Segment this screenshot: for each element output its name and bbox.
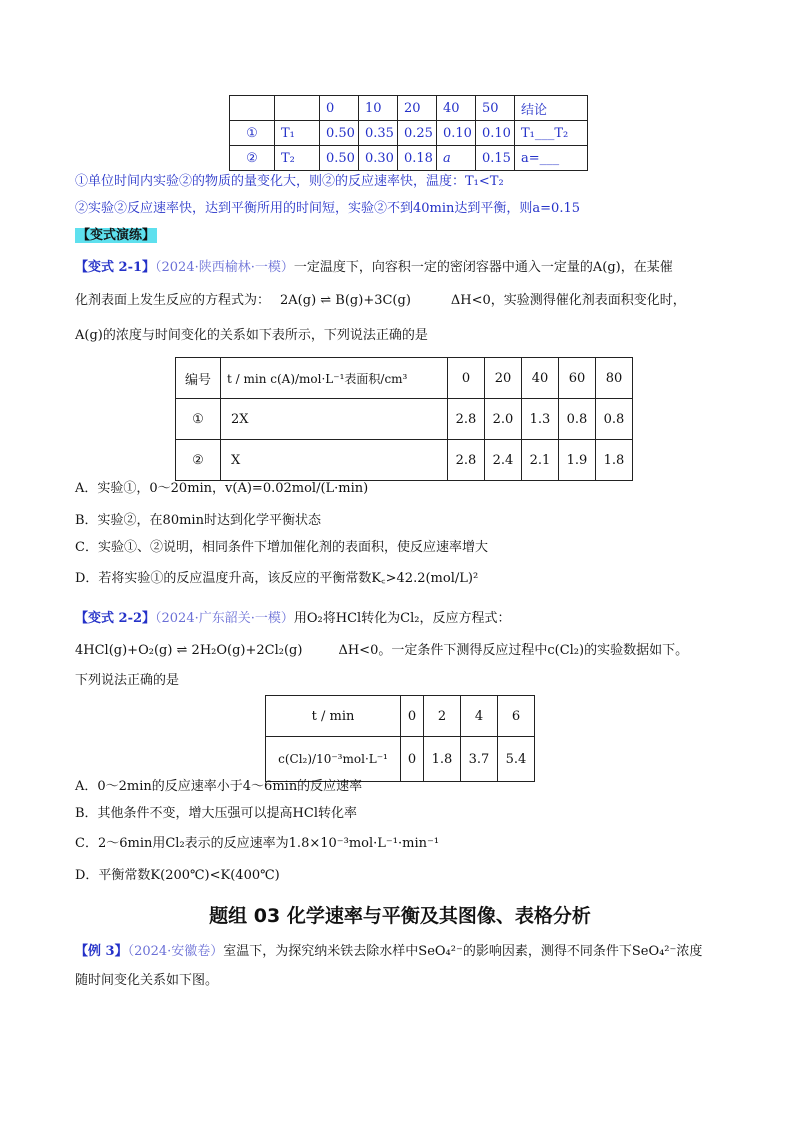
table-cell: ② [230,146,275,171]
chemical-equation: 2A(g) ⇌ B(g)+3C(g) [280,293,411,308]
question-text: ΔH<0。一定条件下测得反应过程中c(Cl₂)的实验数据如下。 [338,643,689,658]
table-cell: 2.1 [522,440,559,481]
question-2-2-line2 [75,641,688,661]
table-cell [275,96,320,121]
table-temperature-comparison [229,95,588,171]
table-cell: 0.30 [359,146,398,171]
question-text: 化剂表面上发生反应的方程式为： [75,293,271,308]
table-cell: 0 [448,358,485,399]
table-row [176,358,633,399]
table-cell: 60 [559,358,596,399]
table-cell: 2.4 [485,440,522,481]
table-cell: 4 [461,696,498,737]
table-cell: 0.35 [359,121,398,146]
table-cell: 40 [437,96,476,121]
question-text: 一定温度下，向容积一定的密闭容器中通入一定量的A(g)，在某催 [293,260,673,275]
table-cell: 0.50 [320,146,359,171]
answer-option-b[interactable]: B．实验②，在80min时达到化学平衡状态 [75,513,321,528]
table-cell: 1.8 [424,737,461,782]
table-cell: 0 [320,96,359,121]
question-source: （2024·陕西榆林·一模） [155,260,294,275]
table-row [230,96,588,121]
note-line: ①单位时间内实验②的物质的量变化大，则②的反应速率快，温度：T₁<T₂ [75,174,504,189]
answer-option-a[interactable]: A．0～2min的反应速率小于4～6min的反应速率 [75,779,363,794]
question-source: （2024·广东韶关·一模） [155,611,294,626]
chemical-equation: 4HCl(g)+O₂(g) ⇌ 2H₂O(g)+2Cl₂(g) [75,643,303,658]
table-cell: 0.10 [476,121,515,146]
table-cell: 1.9 [559,440,596,481]
table-cell: T₂ [275,146,320,171]
table-cell: 20 [485,358,522,399]
note-line: ②实验②反应速率快，达到平衡所用的时间短，实验②不到40min达到平衡，则a=0.15 [75,201,580,216]
table-row [230,146,588,171]
section-heading: 题组 03 化学速率与平衡及其图像、表格分析 [209,905,591,927]
answer-option-c[interactable]: C．实验①、②说明，相同条件下增加催化剂的表面积，使反应速率增大 [75,540,488,555]
table-cell: a=___ [515,146,588,171]
table-row [266,696,535,737]
table-cell [230,96,275,121]
answer-option-d[interactable]: D．若将实验①的反应温度升高，该反应的平衡常数K꜀>42.2(mol/L)² [75,571,479,586]
table-row [176,440,633,481]
question-tag: 【变式 2-2】 [75,611,156,626]
table-cell: 3.7 [461,737,498,782]
table-row [176,399,633,440]
table-cell: 0.8 [559,399,596,440]
table-cell: t / min [266,696,401,737]
table-cell: 2X [221,399,448,440]
table-cell: 20 [398,96,437,121]
answer-option-a[interactable]: A．实验①，0～20min，v(A)=0.02mol/(L·min) [75,481,369,496]
table-cell: X [221,440,448,481]
table-cell: 10 [359,96,398,121]
table-cell: 0.10 [437,121,476,146]
answer-option-b[interactable]: B．其他条件不变，增大压强可以提高HCl转化率 [75,806,357,821]
table-cell: T₁ [275,121,320,146]
table-cell: ① [176,399,221,440]
question-source: （2024·安徽卷） [127,944,224,959]
question-2-1-line3: A(g)的浓度与时间变化的关系如下表所示，下列说法正确的是 [75,328,428,343]
table-cell: 0.15 [476,146,515,171]
question-tag: 【变式 2-1】 [75,260,156,275]
table-cell: 5.4 [498,737,535,782]
question-2-2-line3: 下列说法正确的是 [75,673,180,688]
table-cell: ② [176,440,221,481]
table-catalyst-area [175,357,633,481]
example-3-line2: 随时间变化关系如下图。 [75,973,219,988]
table-cell: t / min c(A)/mol·L⁻¹表面积/cm³ [221,358,448,399]
table-cell: 80 [596,358,633,399]
question-2-1-line1 [75,258,673,278]
table-cell: 0.8 [596,399,633,440]
table-cell: 0.50 [320,121,359,146]
table-cell: 0.18 [398,146,437,171]
question-text: ΔH<0，实验测得催化剂表面积变化时， [450,293,686,308]
table-cell: 编号 [176,358,221,399]
table-cell: T₁___T₂ [515,121,588,146]
table-chlorine-concentration [265,695,535,782]
table-cell: 40 [522,358,559,399]
table-cell: 结论 [515,96,588,121]
table-cell: 2 [424,696,461,737]
table-cell: 50 [476,96,515,121]
table-cell: 2.8 [448,440,485,481]
question-text: 室温下，为探究纳米铁去除水样中SeO₄²⁻的影响因素，测得不同条件下SeO₄²⁻浓度 [223,944,703,959]
table-cell: 0 [401,737,424,782]
table-cell: 1.3 [522,399,559,440]
question-text: 用O₂将HCl转化为Cl₂，反应方程式： [293,611,511,626]
answer-option-d[interactable]: D．平衡常数K(200℃)<K(400℃) [75,868,280,883]
example-3-line1 [75,942,702,962]
table-cell: 0.25 [398,121,437,146]
table-cell: 1.8 [596,440,633,481]
table-cell: a [437,146,476,171]
table-cell: c(Cl₂)/10⁻³mol·L⁻¹ [266,737,401,782]
table-row [266,737,535,782]
table-row [230,121,588,146]
question-tag: 【例 3】 [75,944,128,959]
table-cell: 0 [401,696,424,737]
table-cell: 2.8 [448,399,485,440]
answer-option-c[interactable]: C．2～6min用Cl₂表示的反应速率为1.8×10⁻³mol·L⁻¹·min⁻¹ [75,836,440,851]
table-cell: 2.0 [485,399,522,440]
section-label: 【变式演练】 [77,228,156,243]
question-2-1-line2 [75,291,686,311]
question-2-2-line1 [75,609,511,629]
table-cell: ① [230,121,275,146]
table-cell: 6 [498,696,535,737]
